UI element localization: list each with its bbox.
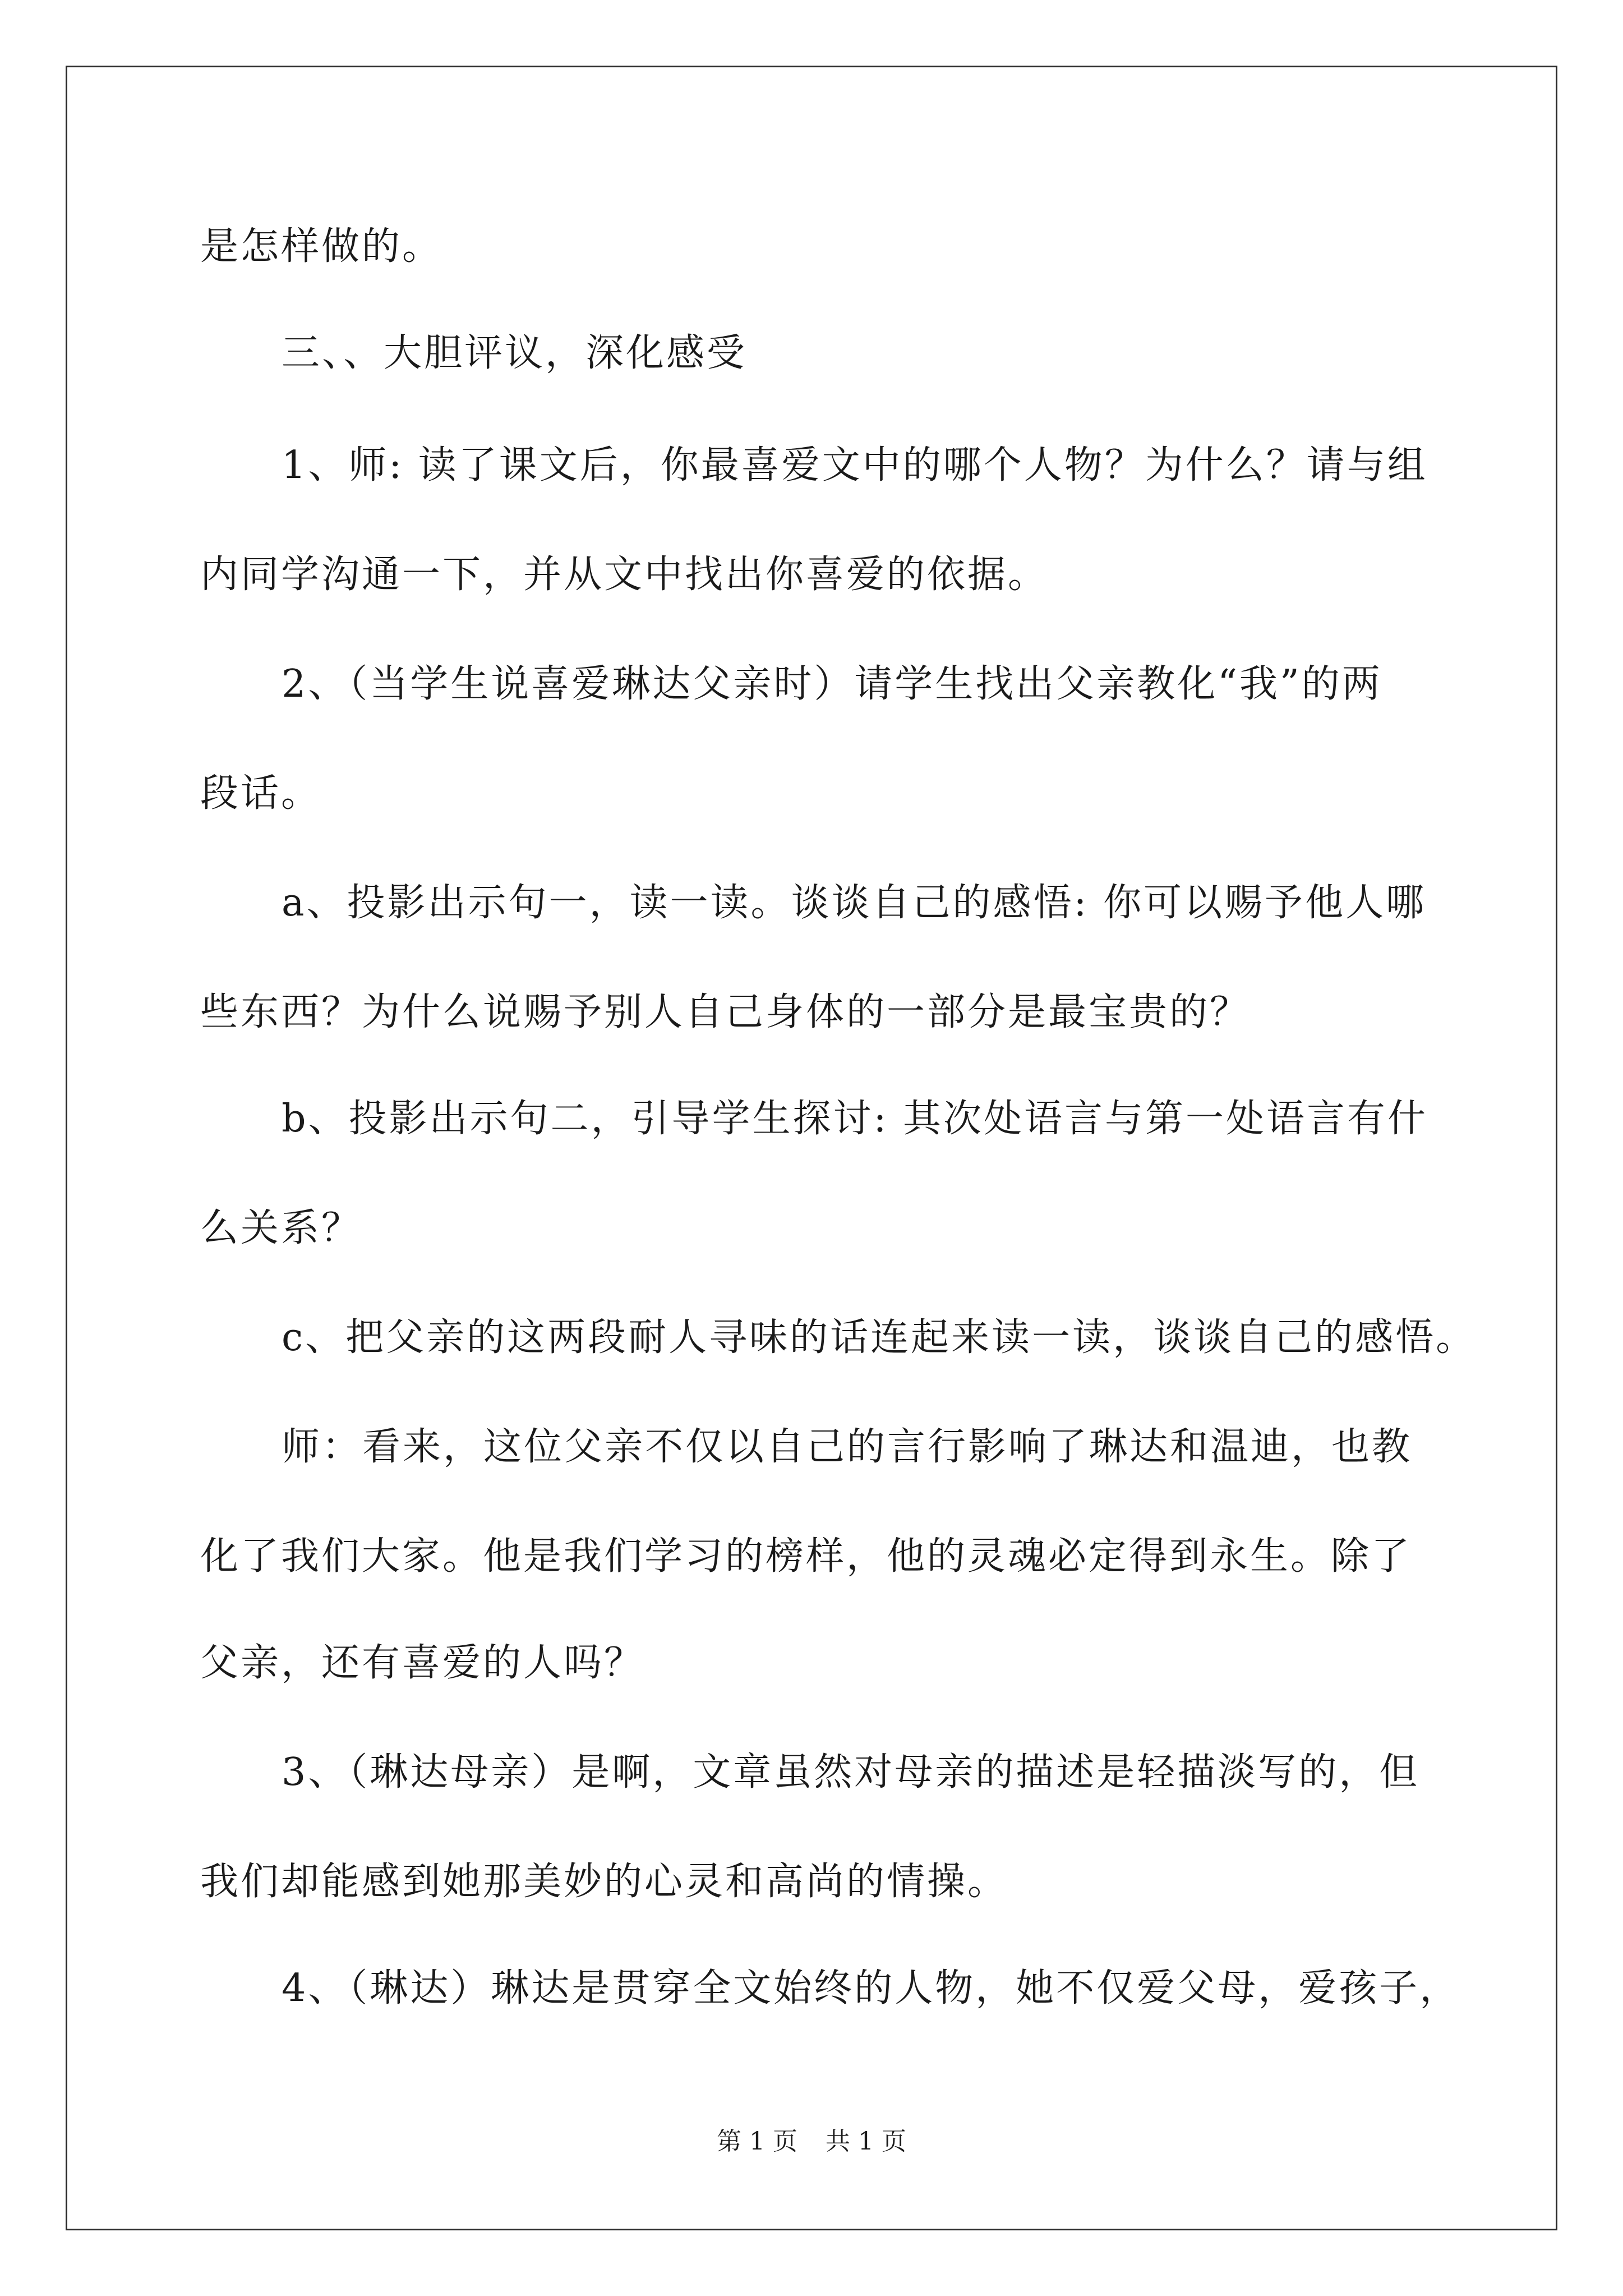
text-line: 父亲，还有喜爱的人吗？ xyxy=(200,1641,645,1685)
page-border xyxy=(66,66,1557,2230)
text-line: a、投影出示句一，读一读。谈谈自己的感悟: 你可以赐予他人哪 xyxy=(282,881,1427,925)
page-number: 第 1 页 xyxy=(717,2127,797,2156)
text-line: b、投影出示句二，引导学生探讨: 其次处语言与第一处语言有什 xyxy=(282,1097,1428,1141)
text-line: 1、师: 读了课文后，你最喜爱文中的哪个人物？为什么？请与组 xyxy=(282,443,1428,487)
text-line: 师：看来，这位父亲不仅以自己的言行影响了琳达和温迪，也教 xyxy=(282,1425,1413,1469)
text-line: 段话。 xyxy=(200,771,322,816)
text-line: 3、（琳达母亲）是啊，文章虽然对母亲的描述是轻描淡写的，但 xyxy=(282,1750,1420,1795)
text-line: 化了我们大家。他是我们学习的榜样，他的灵魂必定得到永生。除了 xyxy=(200,1534,1412,1579)
text-line: c、把父亲的这两段耐人寻味的话连起来读一读，谈谈自己的感悟。 xyxy=(282,1315,1477,1360)
section-heading: 三、、大胆评议，深化感受 xyxy=(282,331,748,375)
text-line: 4、（琳达）琳达是贯穿全文始终的人物，她不仅爱父母，爱孩子， xyxy=(282,1966,1460,2010)
text-line: 些东西？为什么说赐予别人自己身体的一部分是最宝贵的？ xyxy=(200,990,1251,1034)
text-line: 内同学沟通一下，并从文中找出你喜爱的依据。 xyxy=(200,553,1049,597)
page-total: 共 1 页 xyxy=(826,2127,906,2156)
text-line: 2、（当学生说喜爱琳达父亲时）请学生找出父亲教化“我”的两 xyxy=(282,662,1382,706)
text-line: 我们却能感到她那美妙的心灵和高尚的情操。 xyxy=(200,1860,1008,1904)
page-footer xyxy=(0,2126,1623,2157)
text-line: 是怎样做的。 xyxy=(200,224,443,269)
text-line: 么关系？ xyxy=(200,1206,362,1250)
